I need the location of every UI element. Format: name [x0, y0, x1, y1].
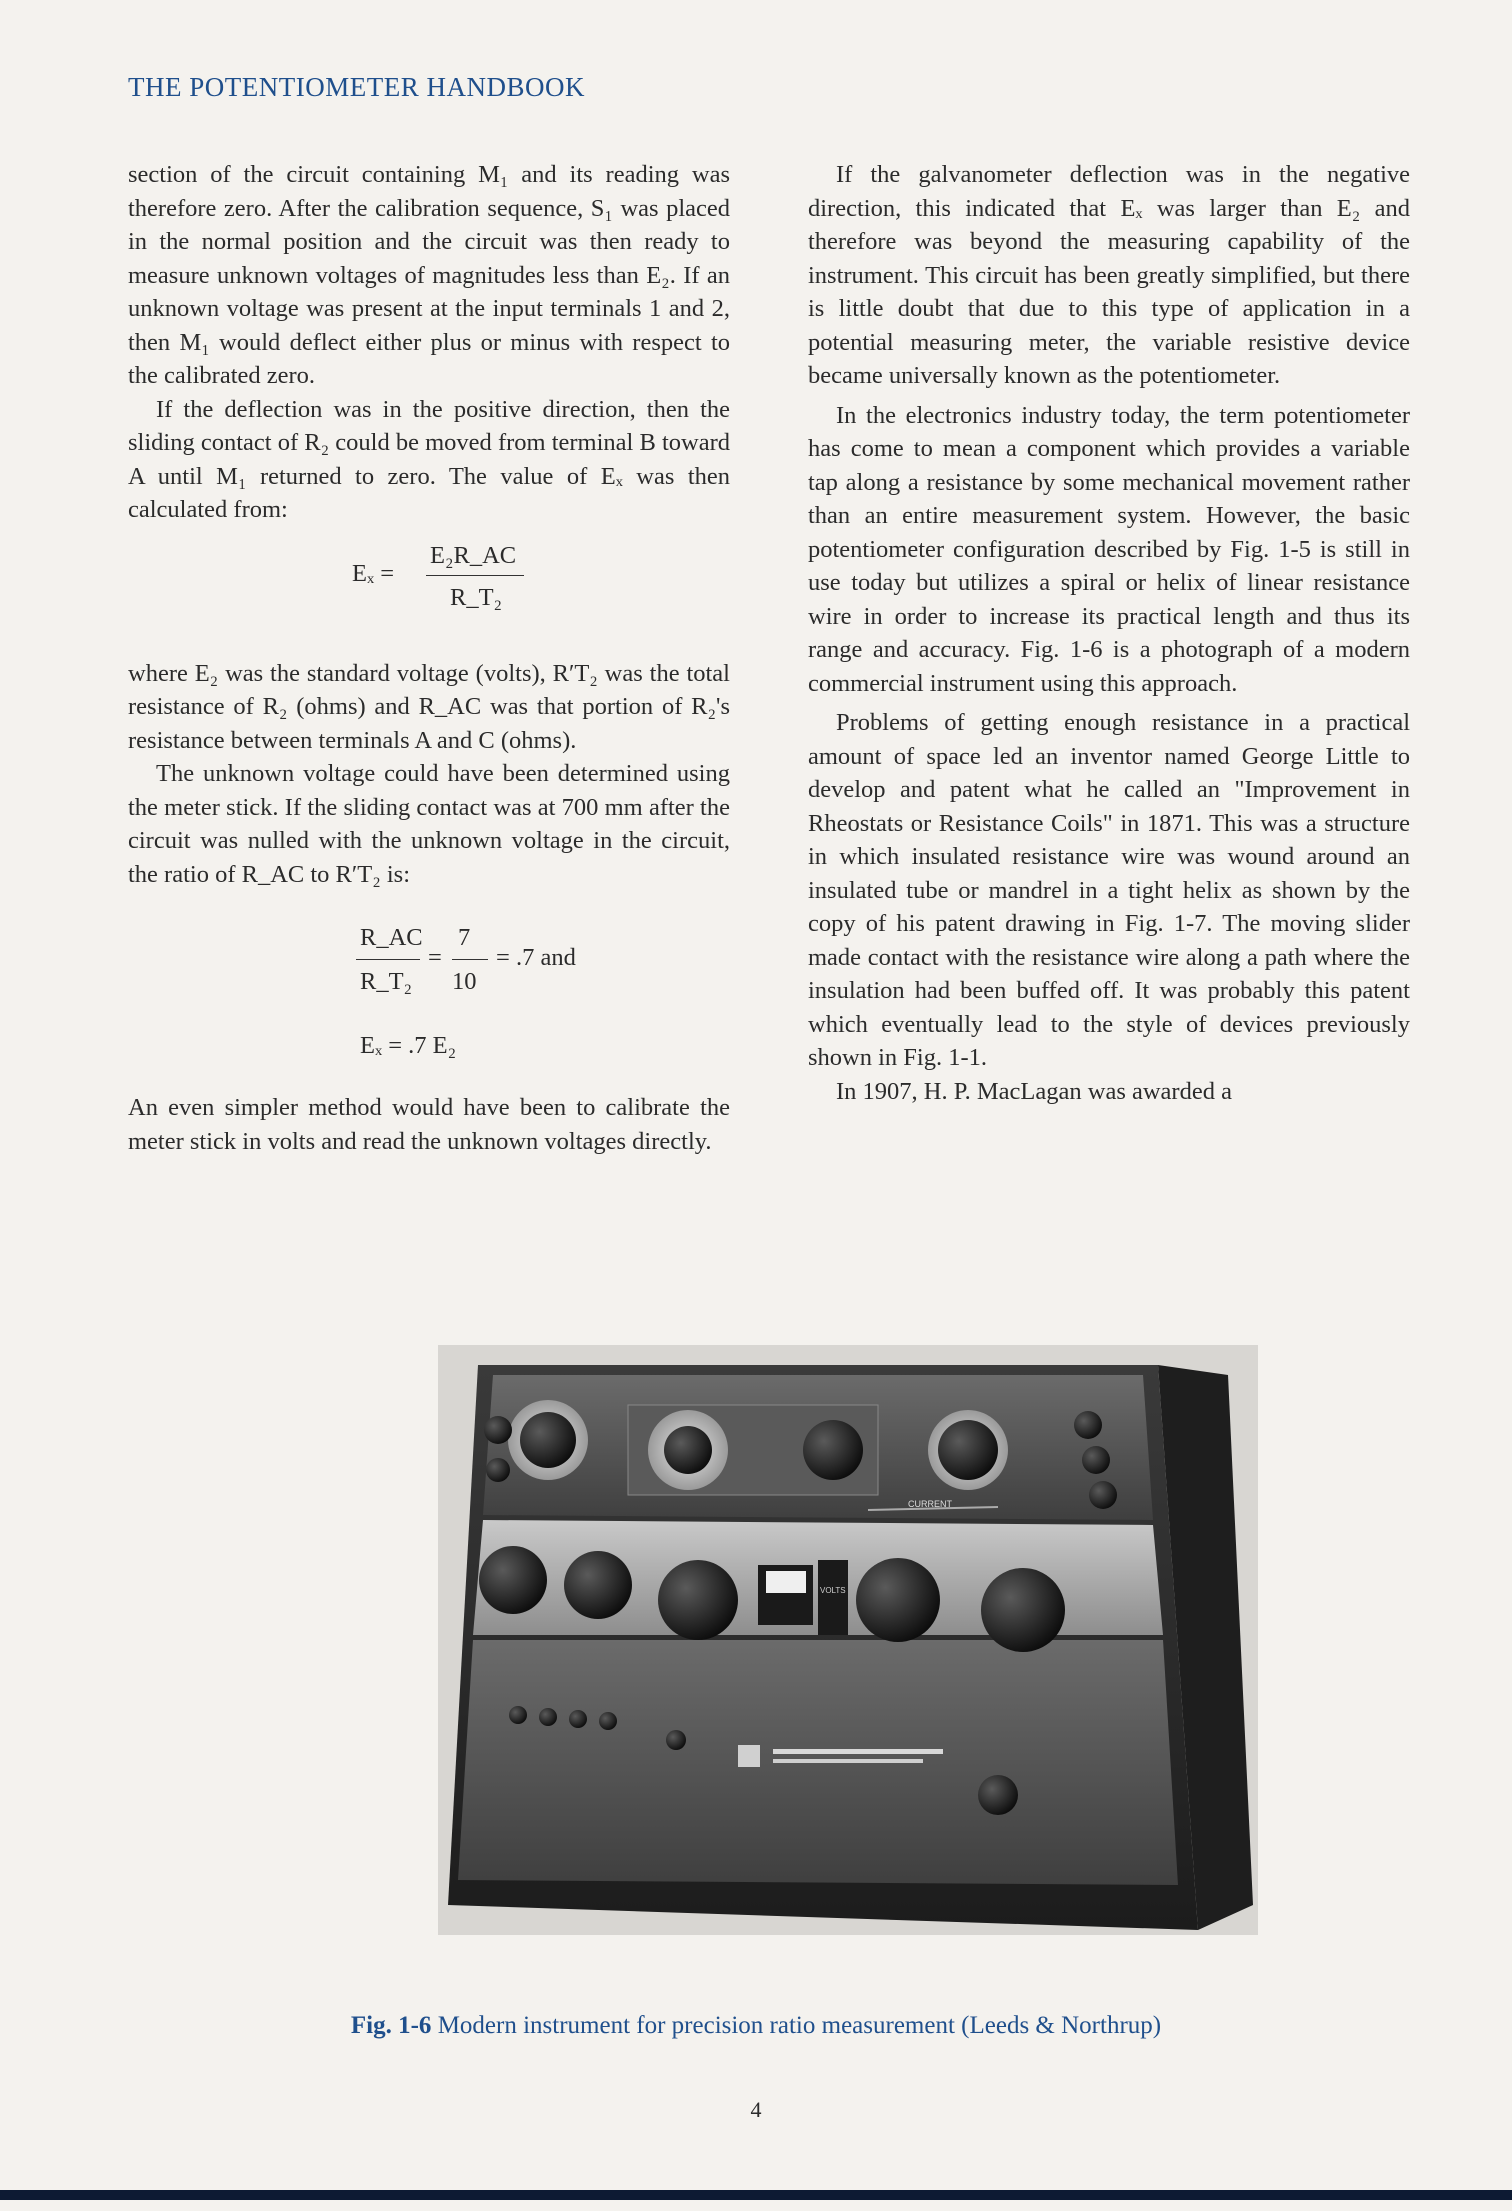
equation-ex-lhs: Eₓ = [352, 559, 395, 587]
equation-ratio [128, 921, 730, 1071]
equation-ex-result: Eₓ = .7 E₂ [360, 1032, 457, 1059]
right-paragraph-3: Problems of getting enough resistance in a practical amount of space led an inventor named George Little to develop and patent what he called an "Improvement in Rheostats or Resistance Coils" in 1871. This was a structure in which insulated resistance wire was wound around an insulated tube or mandrel in a tight helix as shown by the copy of his patent drawing in Fig. 1-7. The moving slider made contact with the resistance wire along a path where the insulation had been buffed off. It was probably this patent which eventually lead to the style of devices previously shown in Fig. 1-1. [808, 709, 1410, 1071]
knob [564, 1551, 632, 1619]
ratio-denominator: R_T₂ [360, 968, 413, 995]
knob [479, 1546, 547, 1614]
left-paragraph-1: section of the circuit containing M₁ and its reading was therefore zero. After the calibration sequence, S₁ was placed in the normal position and the circuit was then ready to measure unknown voltages of magnitudes less than E₂. If an unknown voltage was present at the input terminals 1 and 2, then M₁ would deflect either plus or minus with respect to the calibrated zero. [128, 161, 730, 389]
equation-ex-numerator: E₂R_AC [430, 541, 517, 569]
left-paragraph-3: where E₂ was the standard voltage (volts), R′T₂ was the total resistance of R₂ (ohms) and R_AC was that portion of R₂'s resistance between terminals A and C (ohms). [128, 659, 730, 754]
right-paragraph-4: In 1907, H. P. MacLagan was awarded a [836, 1077, 1232, 1105]
ratio-value-numerator: 7 [458, 924, 471, 951]
ratio-value-denominator: 10 [452, 968, 477, 995]
figure-caption-text: Modern instrument for precision ratio measurement (Leeds & Northrup) [437, 2012, 1162, 2039]
right-column [808, 158, 1410, 1108]
ratio-fraction-bar [356, 959, 420, 960]
knob [981, 1568, 1065, 1652]
running-head: THE POTENTIOMETER HANDBOOK [128, 72, 585, 102]
toggle-switch [569, 1710, 587, 1728]
knob [803, 1420, 863, 1480]
nameplate [773, 1759, 923, 1763]
maker-logo [738, 1745, 760, 1767]
equation-fraction-bar [426, 575, 524, 576]
toggle-switch [666, 1730, 686, 1750]
knob [1089, 1481, 1117, 1509]
figure-caption [0, 2012, 1512, 2040]
toggle-switch [509, 1706, 527, 1724]
left-column [128, 158, 730, 1158]
right-paragraph-1: If the galvanometer deflection was in the negative direction, this indicated that Eₓ was larger than E₂ and therefore was beyond the measuring capability of the instrument. This circuit has been greatly simplified, but there is little doubt that due to this type of application in a potential measuring meter, the variable resistive device became universally known as the potentiometer. [808, 161, 1410, 389]
toggle-switch [599, 1712, 617, 1730]
page-number: 4 [750, 2097, 762, 2122]
right-paragraph-2: In the electronics industry today, the term potentiometer has come to mean a component which provides a variable tap along a resistance by some mechanical movement rather than an entire measurement system. However, the basic potentiometer configuration described by Fig. 1-5 is still in use today but utilizes a spiral or helix of linear resistance wire in order to increase its practical length and thus its range and accuracy. Fig. 1-6 is a photograph of a modern commercial instrument using this approach. [808, 401, 1410, 697]
current-label: CURRENT [908, 1499, 952, 1509]
knob [520, 1412, 576, 1468]
equation-ex-denominator: R_T₂ [450, 583, 503, 611]
knob [1074, 1411, 1102, 1439]
ratio-value-bar [452, 959, 488, 960]
knob [664, 1426, 712, 1474]
readout-digits [766, 1571, 806, 1593]
knob [658, 1560, 738, 1640]
ratio-numerator: R_AC [360, 924, 423, 951]
ratio-equals: = [428, 944, 442, 971]
knob [856, 1558, 940, 1642]
nameplate [773, 1749, 943, 1754]
left-paragraph-4: The unknown voltage could have been determined using the meter stick. If the sliding contact was at 700 mm after the circuit was nulled with the unknown voltage in the circuit, the ratio of R_AC to R′T₂ is: [128, 760, 730, 888]
readout-window [818, 1560, 848, 1635]
equation-ex [128, 539, 730, 629]
bottom-bar [0, 2190, 1512, 2200]
knob [486, 1458, 510, 1482]
ratio-result: = .7 and [496, 944, 576, 971]
left-paragraph-2: If the deflection was in the positive direction, then the sliding contact of R₂ could be moved from terminal B toward A until M₁ returned to zero. The value of Eₓ was then calculated from: [128, 395, 730, 523]
knob [484, 1416, 512, 1444]
knob [978, 1775, 1018, 1815]
left-paragraph-5: An even simpler method would have been to calibrate the meter stick in volts and read the unknown voltages directly. [128, 1094, 730, 1155]
knob [938, 1420, 998, 1480]
knob [1082, 1446, 1110, 1474]
figure-label: Fig. 1-6 [350, 2012, 432, 2039]
volts-label: VOLTS [820, 1586, 846, 1595]
toggle-switch [539, 1708, 557, 1726]
instrument-photo [438, 1345, 1258, 1935]
